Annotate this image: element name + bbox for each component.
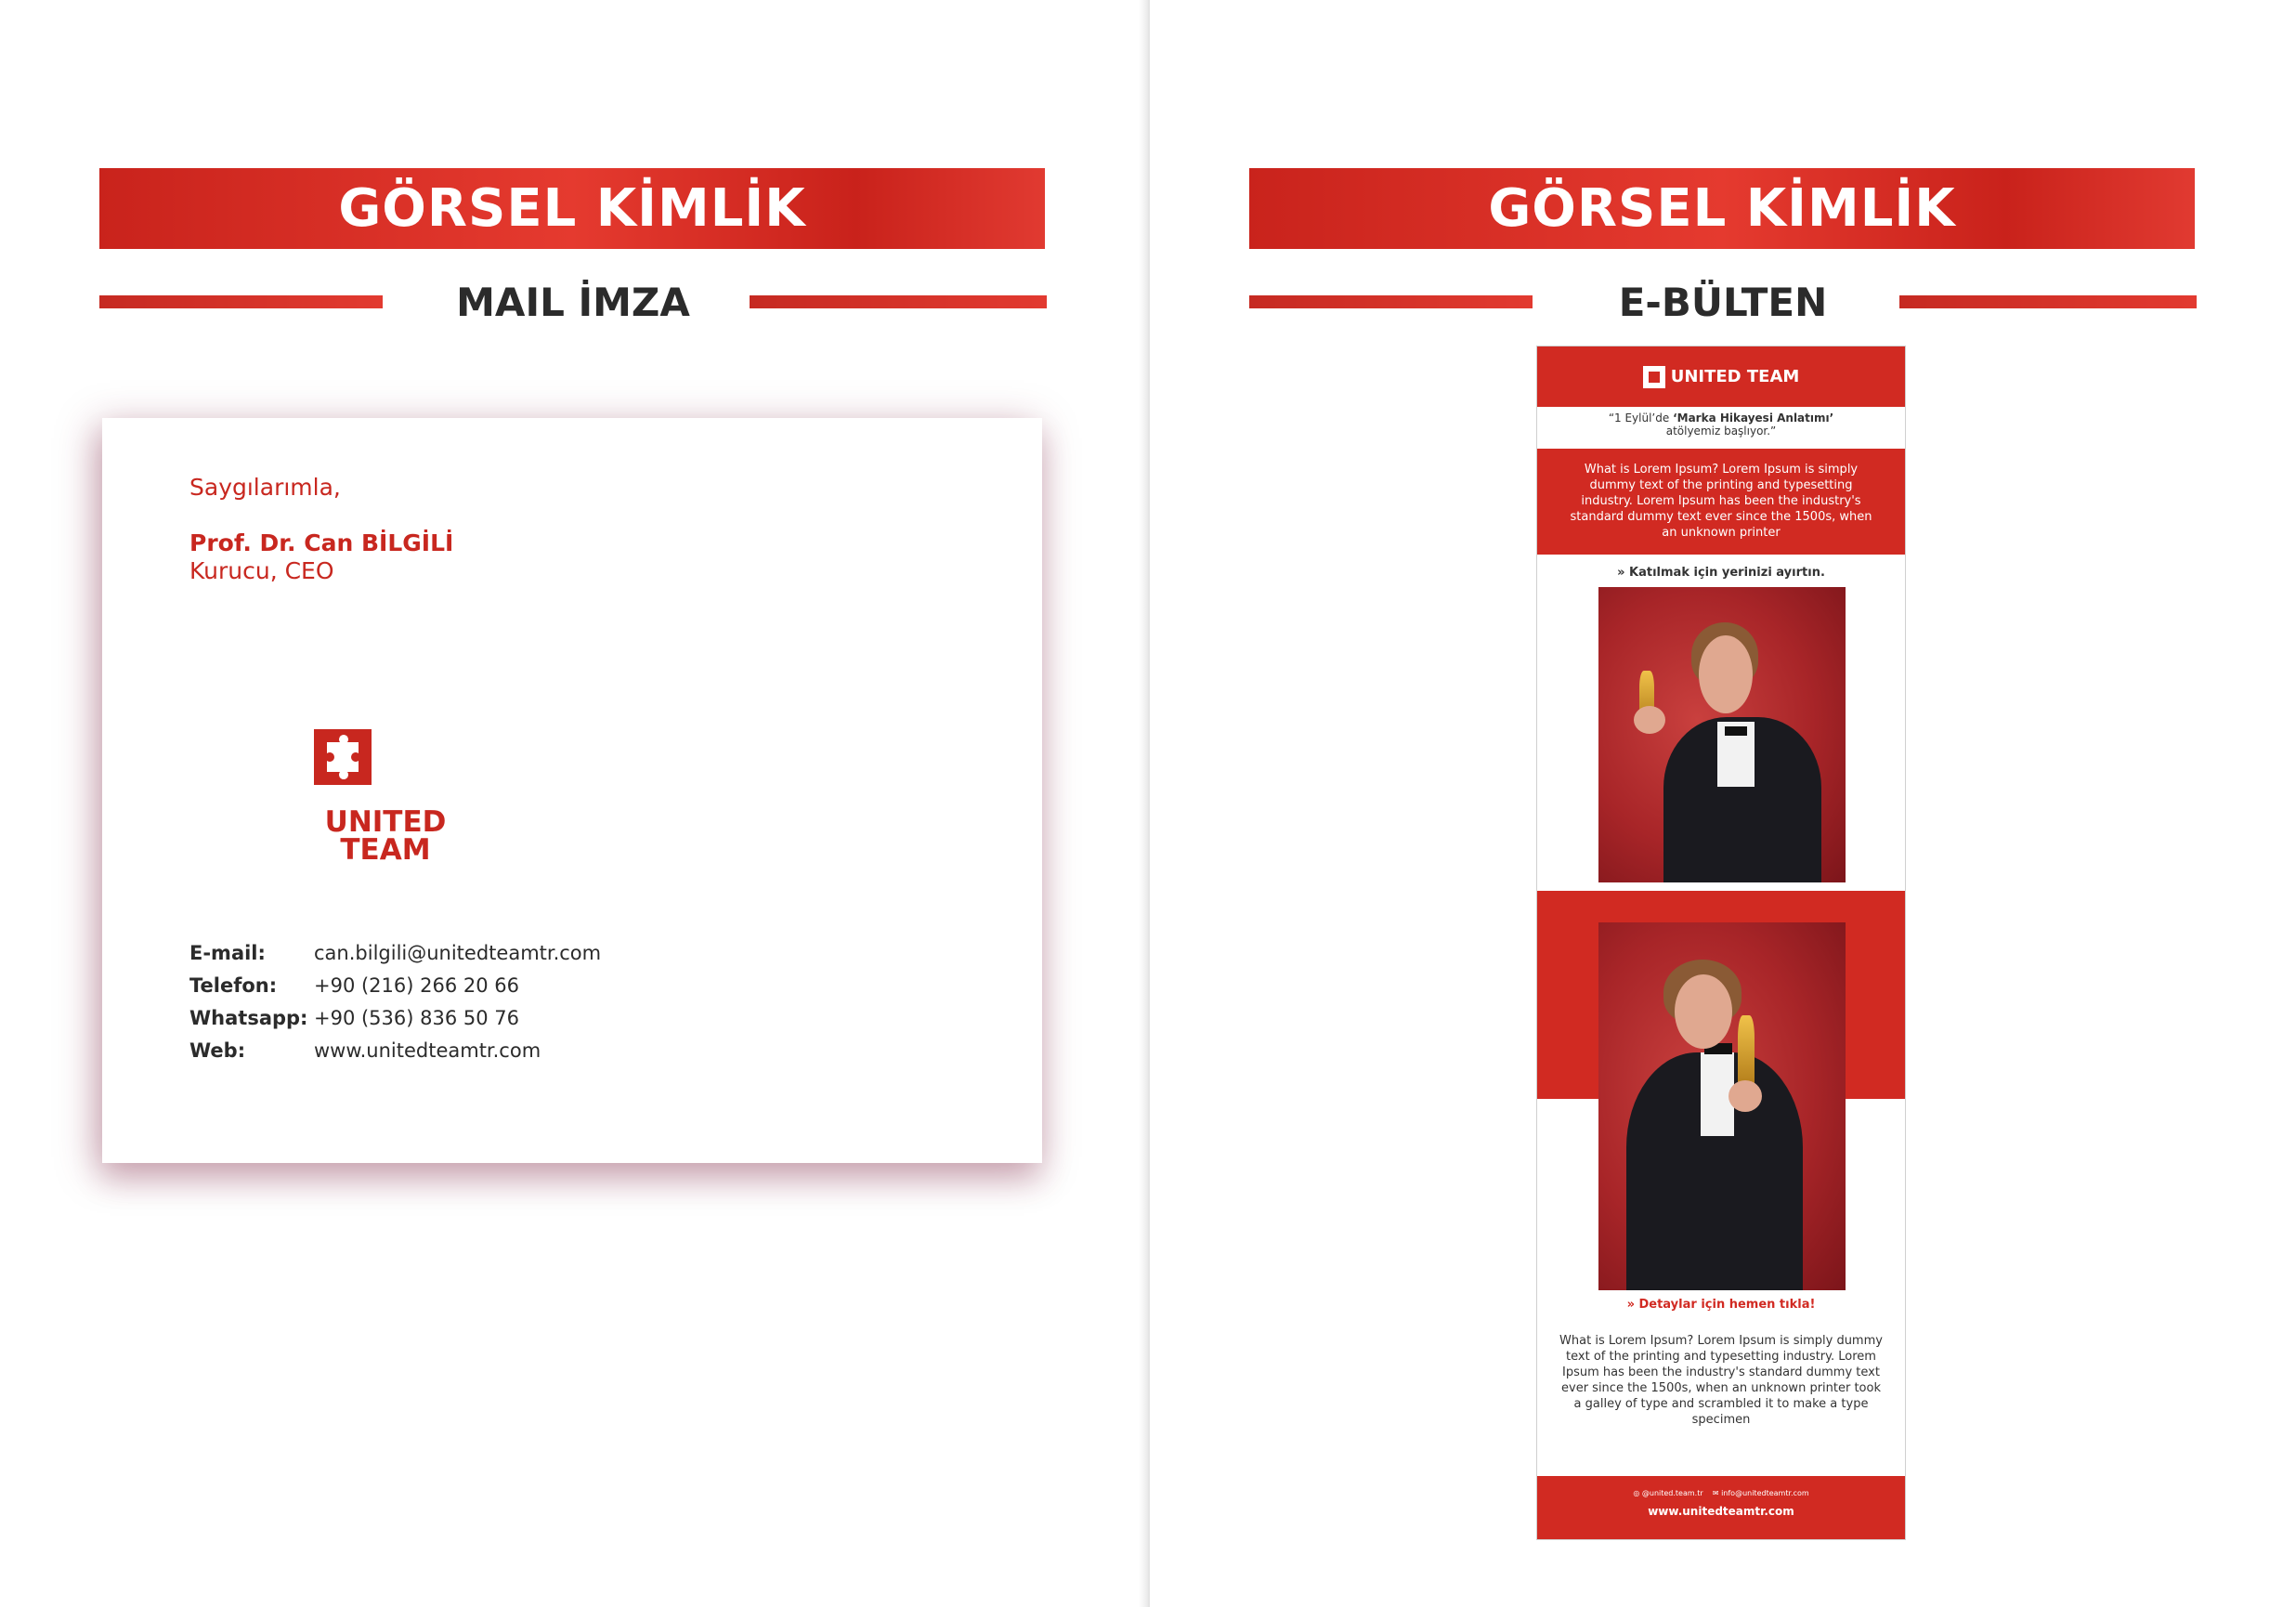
newsletter-email[interactable]: info@unitedteamtr.com <box>1721 1489 1809 1497</box>
newsletter-cta-details[interactable]: » Detaylar için hemen tıkla! <box>1626 1298 1816 1312</box>
newsletter-mockup <box>1536 346 1906 1540</box>
right-banner-title: GÖRSEL KİMLİK <box>1488 178 1956 239</box>
signature-logo-wordmark <box>316 805 455 867</box>
contact-row-web <box>189 1034 601 1066</box>
right-banner <box>1249 168 2195 249</box>
signature-contacts <box>189 936 601 1066</box>
puzzle-logo-icon <box>1643 366 1665 388</box>
right-page <box>1150 0 2296 1607</box>
newsletter-intro <box>1537 412 1905 438</box>
signature-role: Kurucu, CEO <box>189 557 334 584</box>
contact-label: Web: <box>189 1039 246 1062</box>
contact-value[interactable]: +90 (216) 266 20 66 <box>314 973 520 997</box>
left-page <box>0 0 1146 1607</box>
intro-pre: “1 Eylül’de <box>1608 412 1674 425</box>
contact-row-whatsapp <box>189 1001 601 1034</box>
newsletter-footer-web[interactable]: www.unitedteamtr.com <box>1648 1505 1794 1518</box>
intro-bold: ‘Marka Hikayesi Anlatımı’ <box>1673 412 1834 425</box>
left-banner <box>99 168 1045 249</box>
newsletter-header <box>1537 346 1905 407</box>
newsletter-body-text: What is Lorem Ipsum? Lorem Ipsum is simply dummy text of the printing and typesetting industry. Lorem Ipsum has been the industry's standard dummy text ever since the 1500s, when an unknown printer took a galley of type and scrambled it to make a type specimen <box>1559 1334 1883 1427</box>
contact-row-phone <box>189 969 601 1001</box>
contact-label: Telefon: <box>189 973 278 997</box>
newsletter-social <box>1537 1489 1905 1497</box>
newsletter-red-block: What is Lorem Ipsum? Lorem Ipsum is simply dummy text of the printing and typesetting industry. Lorem Ipsum has been the industry's standard dummy text ever since the 1500s, when an unknown printer <box>1537 449 1905 555</box>
contact-value[interactable]: +90 (536) 836 50 76 <box>314 1006 520 1029</box>
left-subtitle-row <box>99 275 1047 331</box>
newsletter-cta-reserve[interactable]: » Katılmak için yerinizi ayırtın. <box>1617 566 1825 580</box>
newsletter-subtitle: E-BÜLTEN <box>1618 280 1828 325</box>
newsletter-photo-2 <box>1598 922 1846 1290</box>
newsletter-footer <box>1537 1476 1905 1540</box>
contact-label: Whatsapp: <box>189 1006 308 1029</box>
mail-signature-subtitle: MAIL İMZA <box>456 280 690 325</box>
contact-row-email <box>189 936 601 969</box>
instagram-icon[interactable]: ◎ <box>1633 1489 1640 1497</box>
instagram-handle[interactable]: @united.team.tr <box>1641 1489 1703 1497</box>
contact-value[interactable]: www.unitedteamtr.com <box>314 1039 541 1062</box>
mail-icon[interactable]: ✉ <box>1712 1489 1719 1497</box>
mail-signature-card <box>102 418 1042 1163</box>
logo-line-2: TEAM <box>340 833 431 867</box>
logo-line-1: UNITED <box>324 805 447 839</box>
newsletter-brand: UNITED TEAM <box>1670 367 1800 386</box>
intro-post: atölyemiz başlıyor.” <box>1665 425 1777 438</box>
right-subtitle-row <box>1249 275 2197 331</box>
newsletter-photo-1 <box>1598 587 1846 882</box>
contact-value[interactable]: can.bilgili@unitedteamtr.com <box>314 941 602 964</box>
signature-name: Prof. Dr. Can BİLGİLİ <box>189 529 454 556</box>
left-banner-title: GÖRSEL KİMLİK <box>338 178 806 239</box>
signature-greeting: Saygılarımla, <box>189 474 341 501</box>
puzzle-logo-icon <box>314 729 372 785</box>
contact-label: E-mail: <box>189 941 266 964</box>
